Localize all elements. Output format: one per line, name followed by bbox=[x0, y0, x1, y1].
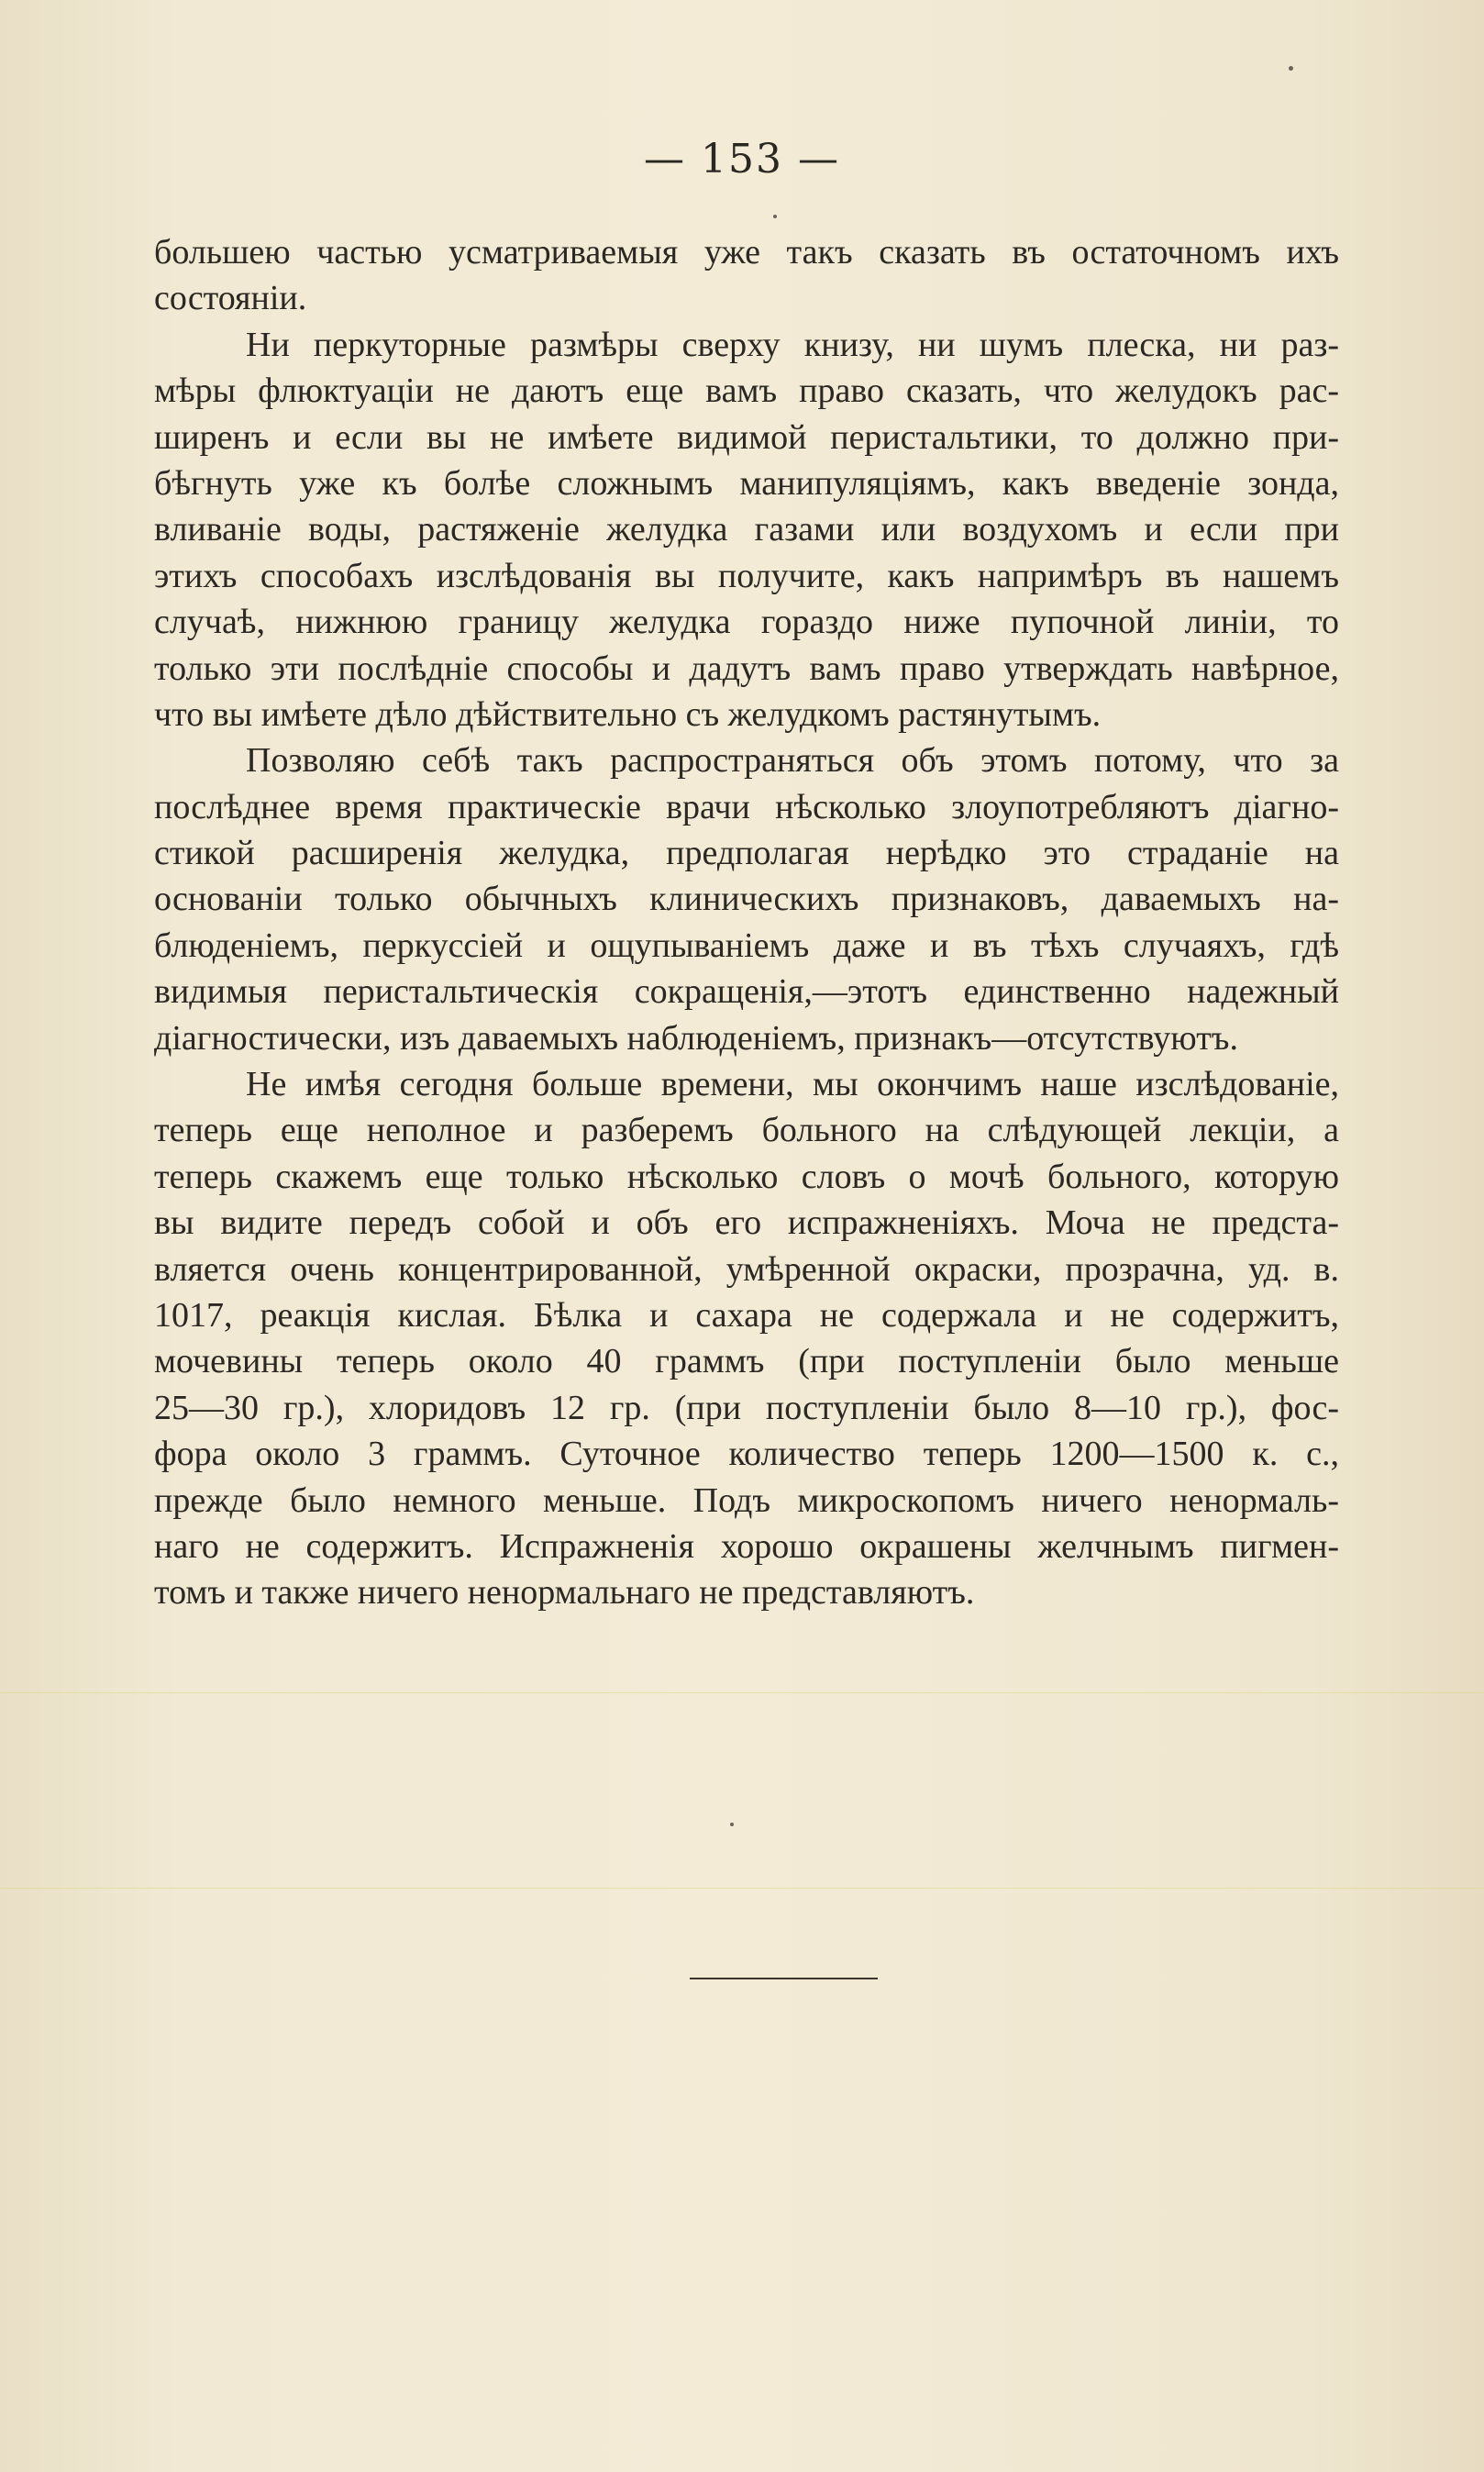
text-line: наго не содержитъ. Испражненія хорошо окрашены желчнымъ пигмен- bbox=[154, 1526, 1339, 1566]
text-line: большею частью усматриваемыя уже такъ сказать въ остаточномъ ихъ bbox=[154, 233, 1339, 272]
text-line: вы видите передъ собой и объ его испражненіяхъ. Моча не предста- bbox=[154, 1203, 1339, 1243]
text-line: фора около 3 граммъ. Суточное количество теперь 1200—1500 к. с., bbox=[154, 1435, 1339, 1474]
text-line: послѣднее время практическіе врачи нѣсколько злоупотребляютъ діагно- bbox=[154, 787, 1339, 826]
text-line: теперь скажемъ еще только нѣсколько словъ о мочѣ больного, которую bbox=[154, 1157, 1339, 1196]
paper-crease bbox=[0, 1692, 1484, 1693]
text-line: мочевины теперь около 40 граммъ (при поступленіи было меньше bbox=[154, 1342, 1339, 1381]
text-line: основаніи только обычныхъ клиническихъ признаковъ, даваемыхъ на- bbox=[154, 880, 1339, 919]
text-line: вливаніе воды, растяженіе желудка газами или воздухомъ и если при bbox=[154, 510, 1339, 549]
text-line: случаѣ, нижнюю границу желудка гораздо ниже пупочной линіи, то bbox=[154, 603, 1339, 642]
page-number: — 153 — bbox=[644, 136, 840, 183]
paper-speck bbox=[730, 1823, 734, 1826]
paper-crease bbox=[0, 1888, 1484, 1889]
text-line: 25—30 гр.), хлоридовъ 12 гр. (при поступленіи было 8—10 гр.), фос- bbox=[154, 1388, 1339, 1427]
text-line: вляется очень концентрированной, умѣренной окраски, прозрачна, уд. в. bbox=[154, 1249, 1339, 1289]
text-line: Ни перкуторные размѣры сверху книзу, ни шумъ плеска, ни раз- bbox=[246, 325, 1339, 364]
text-line: теперь еще неполное и разберемъ больного на слѣдующей лекціи, а bbox=[154, 1111, 1339, 1150]
end-rule bbox=[690, 1978, 878, 1979]
text-line: 1017, реакція кислая. Бѣлка и сахара не содержала и не содержитъ, bbox=[154, 1295, 1339, 1335]
text-line: состояніи. bbox=[154, 279, 307, 318]
text-line: Позволяю себѣ такъ распространяться объ этомъ потому, что за bbox=[246, 741, 1339, 781]
text-line: бѣгнуть уже къ болѣе сложнымъ манипуляціямъ, какъ введеніе зонда, bbox=[154, 463, 1339, 503]
text-line: мѣры флюктуаціи не даютъ еще вамъ право сказать, что желудокъ рас- bbox=[154, 371, 1339, 411]
text-line: діагностически, изъ даваемыхъ наблюденіемъ, признакъ—отсутствуютъ. bbox=[154, 1018, 1238, 1058]
body-text bbox=[154, 229, 1339, 1616]
text-line: прежде было немного меньше. Подъ микроскопомъ ничего ненормаль- bbox=[154, 1480, 1339, 1520]
text-line: что вы имѣете дѣло дѣйствительно съ желудкомъ растянутымъ. bbox=[154, 694, 1102, 734]
paper-speck bbox=[773, 215, 777, 218]
text-line: только эти послѣдніе способы и дадутъ вамъ право утверждать навѣрное, bbox=[154, 648, 1339, 688]
text-line: томъ и также ничего ненормальнаго не представляютъ. bbox=[154, 1573, 975, 1613]
text-line: видимыя перистальтическія сокращенія,—этотъ единственно надежный bbox=[154, 972, 1339, 1012]
text-line: этихъ способахъ изслѣдованія вы получите, какъ напримѣръ въ нашемъ bbox=[154, 556, 1339, 595]
text-line: стикой расширенія желудка, предполагая нерѣдко это страданіе на bbox=[154, 834, 1339, 873]
text-line: ширенъ и если вы не имѣете видимой перистальтики, то должно при- bbox=[154, 417, 1339, 457]
paper-speck bbox=[1289, 66, 1293, 71]
text-line: Не имѣя сегодня больше времени, мы окончимъ наше изслѣдованіе, bbox=[246, 1065, 1339, 1104]
text-line: блюденіемъ, перкуссіей и ощупываніемъ даже и въ тѣхъ случаяхъ, гдѣ bbox=[154, 926, 1339, 965]
